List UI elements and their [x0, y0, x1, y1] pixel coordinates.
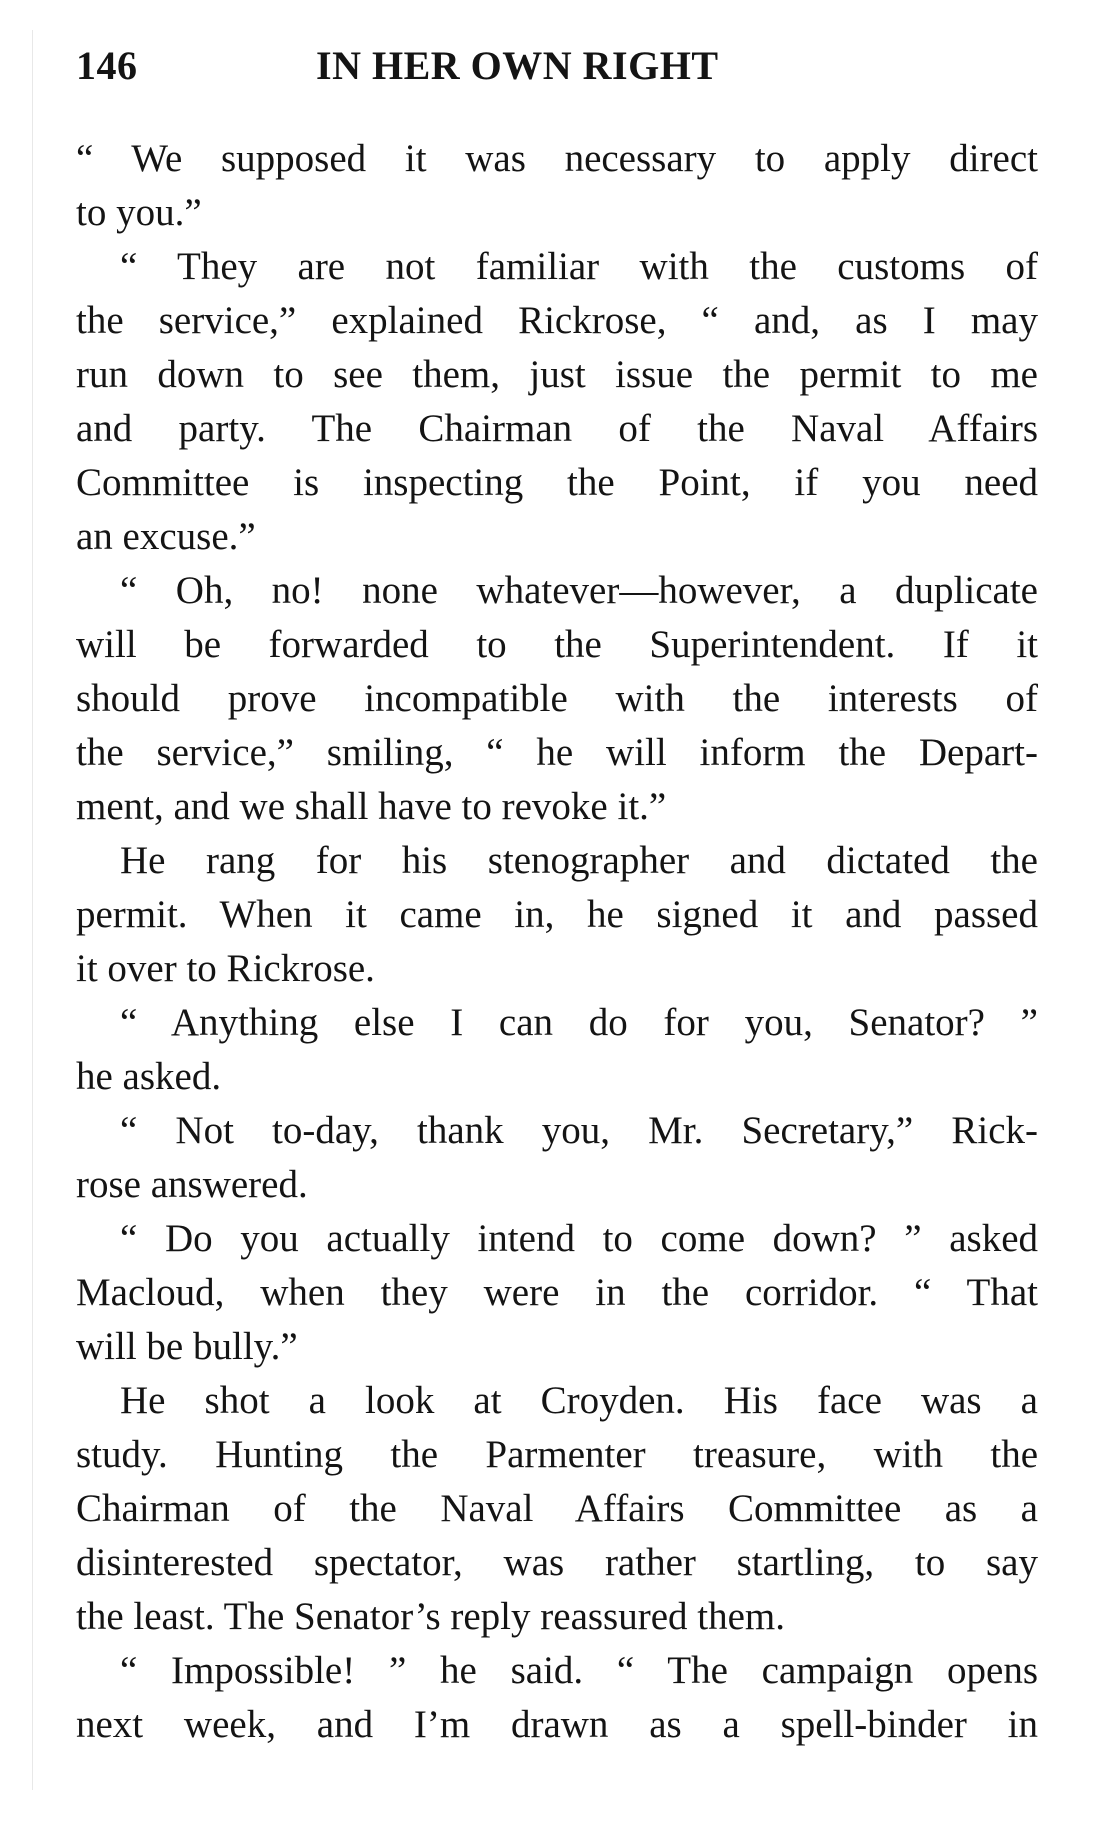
- text-line: “ Impossible! ” he said. “ The campaign opens: [120, 1649, 1038, 1692]
- text-line: Committee is inspecting the Point, if you need: [76, 461, 1038, 504]
- text-line: rose answered.: [76, 1163, 308, 1206]
- body-text: [76, 132, 1038, 1752]
- page-gutter-line: [32, 30, 33, 1790]
- text-line: “ Anything else I can do for you, Senator? ”: [120, 1001, 1038, 1044]
- text-line: the service,” explained Rickrose, “ and, as I may: [76, 299, 1038, 342]
- text-line: the service,” smiling, “ he will inform the Depart-: [76, 731, 1038, 774]
- running-title: IN HER OWN RIGHT: [316, 43, 719, 88]
- text-line: “ Oh, no! none whatever—however, a duplicate: [120, 569, 1038, 612]
- text-line: will be forwarded to the Superintendent. If it: [76, 623, 1038, 666]
- text-line: ment, and we shall have to revoke it.”: [76, 785, 667, 828]
- running-head: [76, 36, 1038, 96]
- text-line: “ Not to-day, thank you, Mr. Secretary,” Rick-: [120, 1109, 1038, 1152]
- text-line: to you.”: [76, 191, 202, 234]
- text-line: will be bully.”: [76, 1325, 298, 1368]
- text-line: “ They are not familiar with the customs of: [120, 245, 1038, 288]
- text-line: He rang for his stenographer and dictated the: [120, 839, 1038, 882]
- text-line: “ We supposed it was necessary to apply direct: [76, 137, 1038, 180]
- text-line: he asked.: [76, 1055, 222, 1098]
- text-line: study. Hunting the Parmenter treasure, with the: [76, 1433, 1038, 1476]
- page-number: 146: [76, 43, 138, 88]
- text-line: He shot a look at Croyden. His face was a: [120, 1379, 1038, 1422]
- text-line: and party. The Chairman of the Naval Affairs: [76, 407, 1038, 450]
- text-line: an excuse.”: [76, 515, 256, 558]
- text-line: permit. When it came in, he signed it and passed: [76, 893, 1038, 936]
- text-line: “ Do you actually intend to come down? ” asked: [120, 1217, 1038, 1260]
- text-line: it over to Rickrose.: [76, 947, 375, 990]
- text-line: should prove incompatible with the interests of: [76, 677, 1038, 720]
- text-line: run down to see them, just issue the permit to me: [76, 353, 1038, 396]
- text-line: Chairman of the Naval Affairs Committee as a: [76, 1487, 1038, 1530]
- text-line: Macloud, when they were in the corridor. “ That: [76, 1271, 1038, 1314]
- text-line: disinterested spectator, was rather startling, to say: [76, 1541, 1038, 1584]
- text-line: next week, and I’m drawn as a spell-binder in: [76, 1703, 1038, 1746]
- text-line: the least. The Senator’s reply reassured them.: [76, 1595, 786, 1638]
